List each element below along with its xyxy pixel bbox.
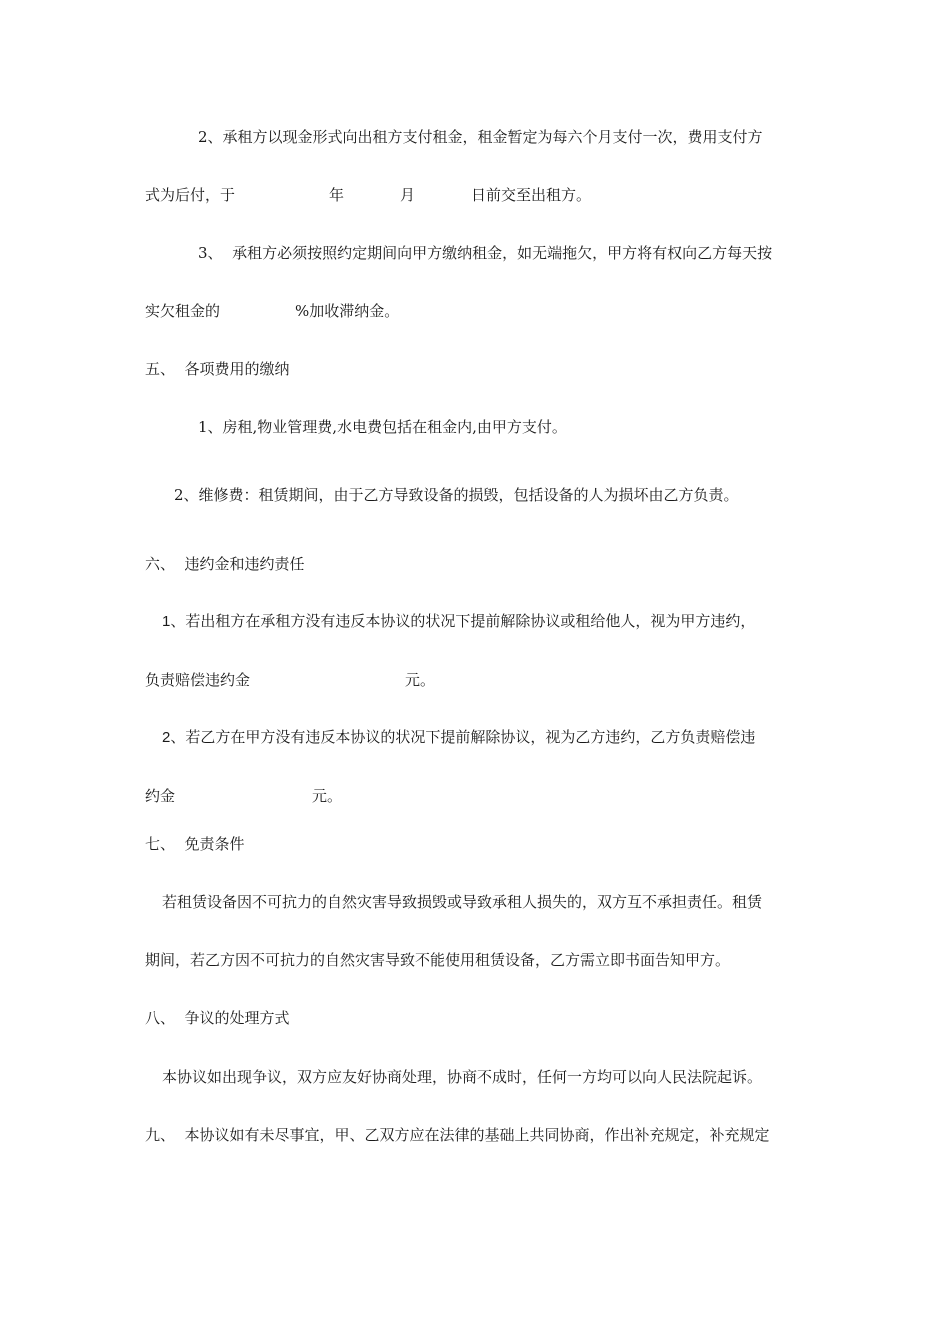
payment-date-label: 式为后付，于 <box>145 186 236 204</box>
fees-item-rent: 1、房租,物业管理费,水电费包括在租金内,由甲方支付。 <box>198 418 567 436</box>
disputes-paragraph: 本协议如出现争议，双方应友好协商处理，协商不成时，任何一方均可以向人民法院起诉。 <box>162 1068 763 1086</box>
payment-date-year-label: 年 <box>329 186 345 204</box>
fees-item-maintenance: 2、维修费：租赁期间，由于乙方导致设备的损毁，包括设备的人为损坏由乙方负责。 <box>174 486 739 504</box>
breach-lessor-penalty-unit: 元。 <box>405 671 436 689</box>
section-heading-breach: 六、 违约金和违约责任 <box>145 555 305 573</box>
breach-item-lessor: 1、若出租方在承租方没有违反本协议的状况下提前解除协议或租给他人，视为甲方违约， <box>162 613 756 630</box>
late-fee-clause-line-1: 3、 承租方必须按照约定期间向甲方缴纳租金，如无端拖欠，甲方将有权向乙方每天按 <box>198 244 773 262</box>
breach-lessee-penalty-unit: 元。 <box>312 787 343 805</box>
breach-lessor-penalty-label: 负责赔偿违约金 <box>145 671 251 689</box>
payment-date-day-label: 日前交至出租方。 <box>471 186 592 204</box>
exemption-paragraph-line-1: 若租赁设备因不可抗力的自然灾害导致损毁或导致承租人损失的，双方互不承担责任。租赁 <box>162 893 763 911</box>
late-fee-percent-text: %加收滞纳金。 <box>295 302 400 320</box>
section-nine-paragraph: 九、 本协议如有未尽事宜，甲、乙双方应在法律的基础上共同协商，作出补充规定，补充规定 <box>145 1126 770 1144</box>
section-heading-fees: 五、 各项费用的缴纳 <box>145 360 290 378</box>
payment-method-line-1: 2、承租方以现金形式向出租方支付租金，租金暂定为每六个月支付一次，费用支付方 <box>198 128 763 146</box>
section-heading-exemption: 七、 免责条件 <box>145 835 245 853</box>
exemption-paragraph-line-2: 期间，若乙方因不可抗力的自然灾害导致不能使用租赁设备，乙方需立即书面告知甲方。 <box>145 951 731 969</box>
late-fee-label: 实欠租金的 <box>145 302 221 320</box>
breach-item-lessee: 2、若乙方在甲方没有违反本协议的状况下提前解除协议，视为乙方违约，乙方负责赔偿违 <box>162 729 756 746</box>
section-heading-disputes: 八、 争议的处理方式 <box>145 1009 290 1027</box>
breach-lessee-penalty-label: 约金 <box>145 787 176 805</box>
payment-date-month-label: 月 <box>400 186 416 204</box>
